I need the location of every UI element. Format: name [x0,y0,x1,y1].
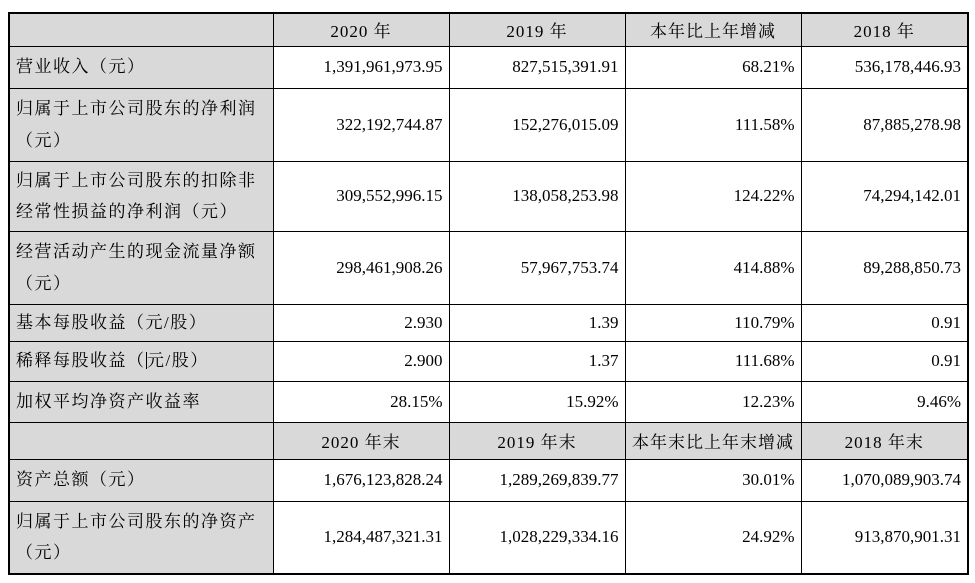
header-cell-blank [9,422,273,459]
table-row [9,501,968,574]
row-label-cell [9,341,273,381]
header-cell: 本年末比上年末增减 [625,422,801,459]
value-cell: 2.900 [273,341,449,381]
value-cell: 1.39 [449,304,625,341]
value-cell: 24.92% [625,501,801,574]
value-cell: 913,870,901.31 [801,501,968,574]
value-cell: 1,284,487,321.31 [273,501,449,574]
value-cell: 152,276,015.09 [449,88,625,161]
row-label-cell: 营业收入（元） [9,46,273,88]
value-cell: 0.91 [801,341,968,381]
value-cell: 87,885,278.98 [801,88,968,161]
header-cell: 2019 年末 [449,422,625,459]
value-cell: 89,288,850.73 [801,231,968,304]
value-cell: 30.01% [625,459,801,501]
table-row [9,161,968,231]
value-cell: 138,058,253.98 [449,161,625,231]
table-row [9,88,968,161]
value-cell: 298,461,908.26 [273,231,449,304]
value-cell: 1,028,229,334.16 [449,501,625,574]
header-cell: 2019 年 [449,13,625,46]
table-row [9,459,968,501]
value-cell: 536,178,446.93 [801,46,968,88]
value-cell: 111.68% [625,341,801,381]
table-row [9,341,968,381]
header-cell: 本年比上年增减 [625,13,801,46]
value-cell: 1,391,961,973.95 [273,46,449,88]
header-cell-blank [9,13,273,46]
header-cell: 2018 年末 [801,422,968,459]
value-cell: 1,289,269,839.77 [449,459,625,501]
value-cell: 110.79% [625,304,801,341]
table-row [9,46,968,88]
value-cell: 2.930 [273,304,449,341]
row-label-cell: 加权平均净资产收益率 [9,381,273,422]
table-row [9,304,968,341]
value-cell: 12.23% [625,381,801,422]
value-cell: 414.88% [625,231,801,304]
value-cell: 111.58% [625,88,801,161]
row-label-text: 元/股） [147,351,209,371]
value-cell: 124.22% [625,161,801,231]
value-cell: 15.92% [449,381,625,422]
table-row [9,381,968,422]
row-label-cell: 经营活动产生的现金流量净额（元） [9,231,273,304]
value-cell: 827,515,391.91 [449,46,625,88]
value-cell: 57,967,753.74 [449,231,625,304]
value-cell: 0.91 [801,304,968,341]
value-cell: 1,676,123,828.24 [273,459,449,501]
header-cell: 2020 年 [273,13,449,46]
value-cell: 322,192,744.87 [273,88,449,161]
value-cell: 9.46% [801,381,968,422]
row-label-cell: 基本每股收益（元/股） [9,304,273,341]
row-label-cell: 资产总额（元） [9,459,273,501]
table-row [9,231,968,304]
value-cell: 74,294,142.01 [801,161,968,231]
header-cell: 2018 年 [801,13,968,46]
header-row [9,422,968,459]
value-cell: 28.15% [273,381,449,422]
header-row [9,13,968,46]
header-cell: 2020 年末 [273,422,449,459]
financial-summary-table-body [9,13,968,574]
value-cell: 1,070,089,903.74 [801,459,968,501]
value-cell: 1.37 [449,341,625,381]
row-label-cell: 归属于上市公司股东的扣除非经常性损益的净利润（元） [9,161,273,231]
row-label-cell: 归属于上市公司股东的净利润（元） [9,88,273,161]
value-cell: 68.21% [625,46,801,88]
financial-summary-table [8,12,969,575]
row-label-cell: 归属于上市公司股东的净资产（元） [9,501,273,574]
row-label-text: 稀释每股收益（ [16,351,146,371]
value-cell: 309,552,996.15 [273,161,449,231]
